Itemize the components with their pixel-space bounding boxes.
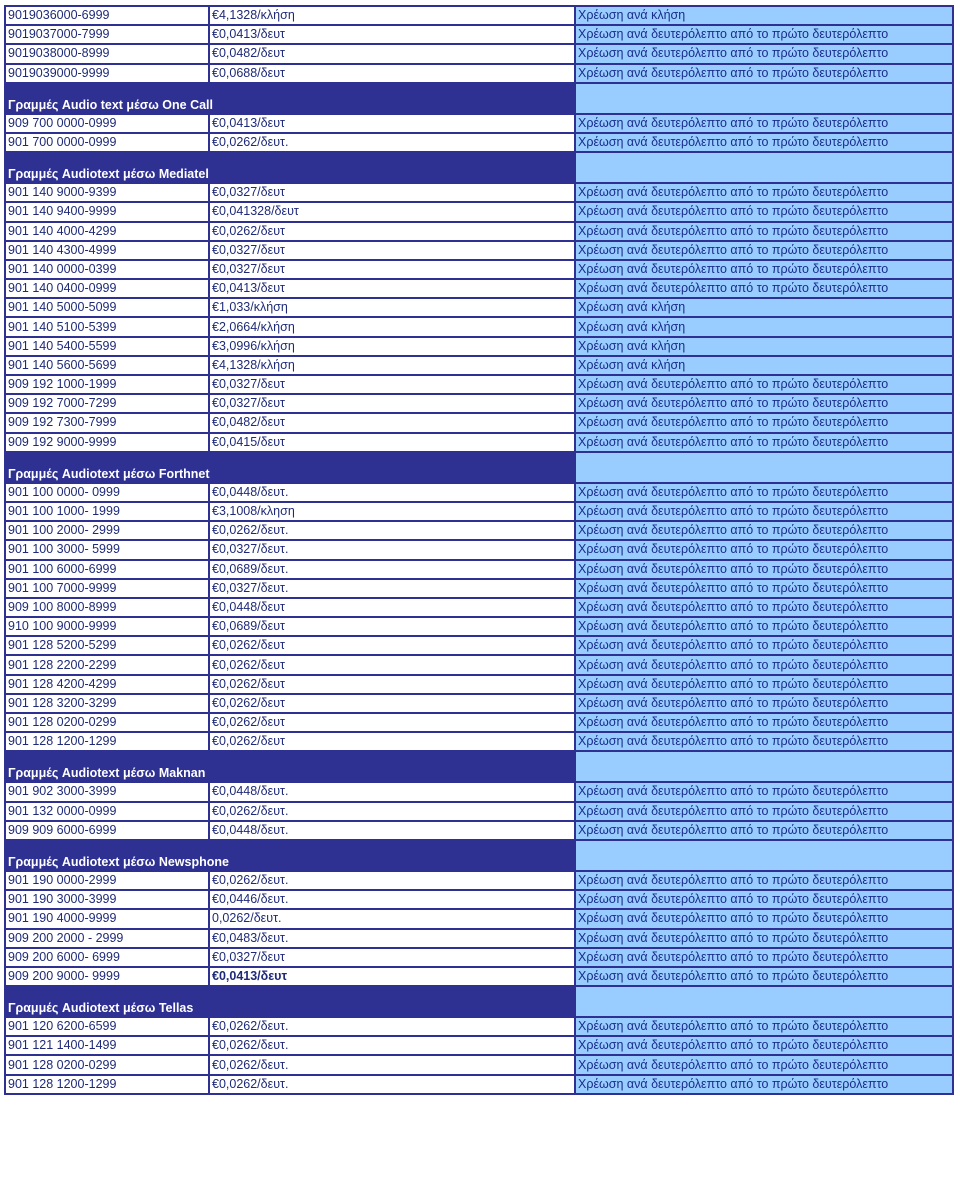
- price-cell: €0,0262/δευτ: [209, 713, 575, 732]
- price-cell: €0,0327/δευτ: [209, 241, 575, 260]
- price-cell: €0,0262/δευτ: [209, 732, 575, 751]
- section-header-row: [5, 751, 953, 782]
- number-range-cell: 901 128 5200-5299: [5, 636, 209, 655]
- number-range-cell: 901 140 5100-5399: [5, 317, 209, 336]
- price-cell: €0,0262/δευτ.: [209, 521, 575, 540]
- section-header-filler: [575, 751, 953, 782]
- section-title: Γραμμές Audiotext μέσω Maknan: [5, 751, 575, 782]
- table-row: [5, 44, 953, 63]
- charge-type-cell: Χρέωση ανά κλήση: [575, 317, 953, 336]
- number-range-cell: 901 121 1400-1499: [5, 1036, 209, 1055]
- charge-type-cell: Χρέωση ανά δευτερόλεπτο από το πρώτο δευτερόλεπτο: [575, 1055, 953, 1074]
- table-row: [5, 579, 953, 598]
- table-row: [5, 279, 953, 298]
- number-range-cell: 901 120 6200-6599: [5, 1017, 209, 1036]
- number-range-cell: 901 140 0000-0399: [5, 260, 209, 279]
- price-cell: €0,0262/δευτ.: [209, 133, 575, 152]
- charge-type-cell: Χρέωση ανά δευτερόλεπτο από το πρώτο δευτερόλεπτο: [575, 636, 953, 655]
- price-cell: €0,0262/δευτ.: [209, 1075, 575, 1094]
- charge-type-cell: Χρέωση ανά δευτερόλεπτο από το πρώτο δευτερόλεπτο: [575, 114, 953, 133]
- price-cell: €0,0262/δευτ: [209, 675, 575, 694]
- number-range-cell: 901 128 1200-1299: [5, 732, 209, 751]
- section-header-filler: [575, 83, 953, 114]
- price-cell: €0,0483/δευτ.: [209, 929, 575, 948]
- table-row: [5, 337, 953, 356]
- charge-type-cell: Χρέωση ανά δευτερόλεπτο από το πρώτο δευτερόλεπτο: [575, 598, 953, 617]
- number-range-cell: 901 100 1000- 1999: [5, 502, 209, 521]
- charge-type-cell: Χρέωση ανά δευτερόλεπτο από το πρώτο δευτερόλεπτο: [575, 782, 953, 801]
- number-range-cell: 901 190 4000-9999: [5, 909, 209, 928]
- number-range-cell: 901 140 5600-5699: [5, 356, 209, 375]
- price-cell: €0,0413/δευτ: [209, 279, 575, 298]
- charge-type-cell: Χρέωση ανά κλήση: [575, 356, 953, 375]
- rates-table: [4, 5, 954, 1095]
- number-range-cell: 909 100 8000-8999: [5, 598, 209, 617]
- table-row: [5, 802, 953, 821]
- price-cell: €3,1008/κληση: [209, 502, 575, 521]
- price-cell: €0,0327/δευτ: [209, 183, 575, 202]
- table-row: [5, 713, 953, 732]
- price-cell: €0,0262/δευτ.: [209, 871, 575, 890]
- number-range-cell: 901 190 3000-3999: [5, 890, 209, 909]
- table-row: [5, 617, 953, 636]
- number-range-cell: 909 200 6000- 6999: [5, 948, 209, 967]
- table-row: [5, 560, 953, 579]
- price-cell: €0,0482/δευτ: [209, 44, 575, 63]
- charge-type-cell: Χρέωση ανά δευτερόλεπτο από το πρώτο δευτερόλεπτο: [575, 183, 953, 202]
- section-title: Γραμμές Audio text μέσω One Call: [5, 83, 575, 114]
- price-cell: €0,0327/δευτ.: [209, 579, 575, 598]
- charge-type-cell: Χρέωση ανά δευτερόλεπτο από το πρώτο δευτερόλεπτο: [575, 821, 953, 840]
- number-range-cell: 901 100 6000-6999: [5, 560, 209, 579]
- table-row: [5, 694, 953, 713]
- table-row: [5, 598, 953, 617]
- number-range-cell: 901 100 7000-9999: [5, 579, 209, 598]
- table-row: [5, 241, 953, 260]
- price-cell: €4,1328/κλήση: [209, 6, 575, 25]
- table-row: [5, 821, 953, 840]
- price-cell: €0,0689/δευτ: [209, 617, 575, 636]
- number-range-cell: 9019037000-7999: [5, 25, 209, 44]
- document-page: [4, 5, 954, 1095]
- price-cell: €0,0415/δευτ: [209, 433, 575, 452]
- charge-type-cell: Χρέωση ανά δευτερόλεπτο από το πρώτο δευτερόλεπτο: [575, 909, 953, 928]
- charge-type-cell: Χρέωση ανά δευτερόλεπτο από το πρώτο δευτερόλεπτο: [575, 617, 953, 636]
- section-title: Γραμμές Audiotext μέσω Tellas: [5, 986, 575, 1017]
- table-row: [5, 636, 953, 655]
- table-row: [5, 183, 953, 202]
- price-cell: €0,0482/δευτ: [209, 413, 575, 432]
- table-row: [5, 6, 953, 25]
- number-range-cell: 901 128 0200-0299: [5, 1055, 209, 1074]
- price-cell: €0,0688/δευτ: [209, 64, 575, 83]
- charge-type-cell: Χρέωση ανά δευτερόλεπτο από το πρώτο δευτερόλεπτο: [575, 540, 953, 559]
- table-row: [5, 782, 953, 801]
- charge-type-cell: Χρέωση ανά κλήση: [575, 337, 953, 356]
- number-range-cell: 909 909 6000-6999: [5, 821, 209, 840]
- table-row: [5, 202, 953, 221]
- charge-type-cell: Χρέωση ανά δευτερόλεπτο από το πρώτο δευτερόλεπτο: [575, 483, 953, 502]
- charge-type-cell: Χρέωση ανά δευτερόλεπτο από το πρώτο δευτερόλεπτο: [575, 929, 953, 948]
- number-range-cell: 901 100 2000- 2999: [5, 521, 209, 540]
- charge-type-cell: Χρέωση ανά δευτερόλεπτο από το πρώτο δευτερόλεπτο: [575, 1036, 953, 1055]
- table-row: [5, 433, 953, 452]
- price-cell: €0,041328/δευτ: [209, 202, 575, 221]
- charge-type-cell: Χρέωση ανά δευτερόλεπτο από το πρώτο δευτερόλεπτο: [575, 802, 953, 821]
- charge-type-cell: Χρέωση ανά δευτερόλεπτο από το πρώτο δευτερόλεπτο: [575, 579, 953, 598]
- price-cell: €0,0262/δευτ: [209, 636, 575, 655]
- price-cell: €0,0448/δευτ.: [209, 782, 575, 801]
- number-range-cell: 909 192 7300-7999: [5, 413, 209, 432]
- charge-type-cell: Χρέωση ανά δευτερόλεπτο από το πρώτο δευτερόλεπτο: [575, 25, 953, 44]
- number-range-cell: 901 700 0000-0999: [5, 133, 209, 152]
- charge-type-cell: Χρέωση ανά δευτερόλεπτο από το πρώτο δευτερόλεπτο: [575, 560, 953, 579]
- table-row: [5, 675, 953, 694]
- number-range-cell: 901 902 3000-3999: [5, 782, 209, 801]
- charge-type-cell: Χρέωση ανά κλήση: [575, 6, 953, 25]
- section-header-filler: [575, 152, 953, 183]
- number-range-cell: 9019038000-8999: [5, 44, 209, 63]
- price-cell: €0,0262/δευτ.: [209, 1017, 575, 1036]
- table-row: [5, 502, 953, 521]
- section-title: Γραμμές Audiotext μέσω Forthnet: [5, 452, 575, 483]
- charge-type-cell: Χρέωση ανά δευτερόλεπτο από το πρώτο δευτερόλεπτο: [575, 279, 953, 298]
- price-cell: €4,1328/κλήση: [209, 356, 575, 375]
- table-row: [5, 413, 953, 432]
- section-header-row: [5, 152, 953, 183]
- charge-type-cell: Χρέωση ανά δευτερόλεπτο από το πρώτο δευτερόλεπτο: [575, 948, 953, 967]
- table-row: [5, 356, 953, 375]
- section-header-filler: [575, 840, 953, 871]
- number-range-cell: 901 100 3000- 5999: [5, 540, 209, 559]
- charge-type-cell: Χρέωση ανά δευτερόλεπτο από το πρώτο δευτερόλεπτο: [575, 694, 953, 713]
- table-row: [5, 1055, 953, 1074]
- number-range-cell: 909 192 1000-1999: [5, 375, 209, 394]
- table-row: [5, 1017, 953, 1036]
- table-row: [5, 317, 953, 336]
- charge-type-cell: Χρέωση ανά δευτερόλεπτο από το πρώτο δευτερόλεπτο: [575, 1017, 953, 1036]
- table-row: [5, 114, 953, 133]
- number-range-cell: 901 140 4300-4999: [5, 241, 209, 260]
- section-header-filler: [575, 452, 953, 483]
- price-cell: €0,0327/δευτ: [209, 948, 575, 967]
- price-cell: €0,0262/δευτ.: [209, 1036, 575, 1055]
- charge-type-cell: Χρέωση ανά δευτερόλεπτο από το πρώτο δευτερόλεπτο: [575, 64, 953, 83]
- price-cell: €0,0327/δευτ.: [209, 540, 575, 559]
- section-title: Γραμμές Audiotext μέσω Newsphone: [5, 840, 575, 871]
- charge-type-cell: Χρέωση ανά δευτερόλεπτο από το πρώτο δευτερόλεπτο: [575, 502, 953, 521]
- number-range-cell: 901 190 0000-2999: [5, 871, 209, 890]
- number-range-cell: 909 700 0000-0999: [5, 114, 209, 133]
- charge-type-cell: Χρέωση ανά δευτερόλεπτο από το πρώτο δευτερόλεπτο: [575, 521, 953, 540]
- charge-type-cell: Χρέωση ανά δευτερόλεπτο από το πρώτο δευτερόλεπτο: [575, 890, 953, 909]
- number-range-cell: 9019039000-9999: [5, 64, 209, 83]
- number-range-cell: 901 140 0400-0999: [5, 279, 209, 298]
- number-range-cell: 901 140 4000-4299: [5, 222, 209, 241]
- price-cell: €0,0689/δευτ.: [209, 560, 575, 579]
- table-row: [5, 298, 953, 317]
- charge-type-cell: Χρέωση ανά δευτερόλεπτο από το πρώτο δευτερόλεπτο: [575, 413, 953, 432]
- section-header-row: [5, 840, 953, 871]
- number-range-cell: 901 140 5000-5099: [5, 298, 209, 317]
- table-row: [5, 1075, 953, 1094]
- price-cell: €0,0262/δευτ.: [209, 802, 575, 821]
- table-row: [5, 1036, 953, 1055]
- table-row: [5, 890, 953, 909]
- price-cell: €0,0448/δευτ.: [209, 821, 575, 840]
- table-row: [5, 133, 953, 152]
- charge-type-cell: Χρέωση ανά δευτερόλεπτο από το πρώτο δευτερόλεπτο: [575, 713, 953, 732]
- table-row: [5, 967, 953, 986]
- number-range-cell: 901 128 3200-3299: [5, 694, 209, 713]
- table-row: [5, 483, 953, 502]
- price-cell: €0,0413/δευτ: [209, 114, 575, 133]
- section-header-row: [5, 986, 953, 1017]
- number-range-cell: 909 200 9000- 9999: [5, 967, 209, 986]
- number-range-cell: 910 100 9000-9999: [5, 617, 209, 636]
- price-cell: €0,0262/δευτ: [209, 655, 575, 674]
- number-range-cell: 901 128 0200-0299: [5, 713, 209, 732]
- charge-type-cell: Χρέωση ανά κλήση: [575, 298, 953, 317]
- number-range-cell: 9019036000-6999: [5, 6, 209, 25]
- table-row: [5, 64, 953, 83]
- charge-type-cell: Χρέωση ανά δευτερόλεπτο από το πρώτο δευτερόλεπτο: [575, 202, 953, 221]
- price-cell: €0,0448/δευτ.: [209, 483, 575, 502]
- table-row: [5, 375, 953, 394]
- table-row: [5, 540, 953, 559]
- price-cell: €1,033/κλήση: [209, 298, 575, 317]
- number-range-cell: 901 128 4200-4299: [5, 675, 209, 694]
- table-row: [5, 25, 953, 44]
- number-range-cell: 909 200 2000 - 2999: [5, 929, 209, 948]
- charge-type-cell: Χρέωση ανά δευτερόλεπτο από το πρώτο δευτερόλεπτο: [575, 871, 953, 890]
- number-range-cell: 901 100 0000- 0999: [5, 483, 209, 502]
- table-row: [5, 871, 953, 890]
- table-row: [5, 948, 953, 967]
- charge-type-cell: Χρέωση ανά δευτερόλεπτο από το πρώτο δευτερόλεπτο: [575, 241, 953, 260]
- number-range-cell: 901 140 9400-9999: [5, 202, 209, 221]
- price-cell: €0,0446/δευτ.: [209, 890, 575, 909]
- price-cell: €3,0996/κλήση: [209, 337, 575, 356]
- number-range-cell: 901 132 0000-0999: [5, 802, 209, 821]
- charge-type-cell: Χρέωση ανά δευτερόλεπτο από το πρώτο δευτερόλεπτο: [575, 967, 953, 986]
- table-row: [5, 394, 953, 413]
- section-header-filler: [575, 986, 953, 1017]
- charge-type-cell: Χρέωση ανά δευτερόλεπτο από το πρώτο δευτερόλεπτο: [575, 133, 953, 152]
- price-cell: €0,0262/δευτ: [209, 222, 575, 241]
- table-row: [5, 732, 953, 751]
- number-range-cell: 901 140 9000-9399: [5, 183, 209, 202]
- charge-type-cell: Χρέωση ανά δευτερόλεπτο από το πρώτο δευτερόλεπτο: [575, 375, 953, 394]
- charge-type-cell: Χρέωση ανά δευτερόλεπτο από το πρώτο δευτερόλεπτο: [575, 1075, 953, 1094]
- charge-type-cell: Χρέωση ανά δευτερόλεπτο από το πρώτο δευτερόλεπτο: [575, 222, 953, 241]
- table-row: [5, 909, 953, 928]
- number-range-cell: 909 192 9000-9999: [5, 433, 209, 452]
- section-header-row: [5, 452, 953, 483]
- table-row: [5, 260, 953, 279]
- charge-type-cell: Χρέωση ανά δευτερόλεπτο από το πρώτο δευτερόλεπτο: [575, 433, 953, 452]
- table-row: [5, 521, 953, 540]
- charge-type-cell: Χρέωση ανά δευτερόλεπτο από το πρώτο δευτερόλεπτο: [575, 394, 953, 413]
- number-range-cell: 901 128 2200-2299: [5, 655, 209, 674]
- price-cell: 0,0262/δευτ.: [209, 909, 575, 928]
- charge-type-cell: Χρέωση ανά δευτερόλεπτο από το πρώτο δευτερόλεπτο: [575, 655, 953, 674]
- price-cell: €0,0413/δευτ: [209, 967, 575, 986]
- table-row: [5, 655, 953, 674]
- price-cell: €0,0413/δευτ: [209, 25, 575, 44]
- charge-type-cell: Χρέωση ανά δευτερόλεπτο από το πρώτο δευτερόλεπτο: [575, 675, 953, 694]
- charge-type-cell: Χρέωση ανά δευτερόλεπτο από το πρώτο δευτερόλεπτο: [575, 260, 953, 279]
- price-cell: €2,0664/κλήση: [209, 317, 575, 336]
- table-row: [5, 929, 953, 948]
- price-cell: €0,0262/δευτ: [209, 694, 575, 713]
- number-range-cell: 909 192 7000-7299: [5, 394, 209, 413]
- price-cell: €0,0327/δευτ: [209, 394, 575, 413]
- price-cell: €0,0327/δευτ: [209, 375, 575, 394]
- section-header-row: [5, 83, 953, 114]
- number-range-cell: 901 128 1200-1299: [5, 1075, 209, 1094]
- rates-table-body: [5, 6, 953, 1094]
- price-cell: €0,0262/δευτ.: [209, 1055, 575, 1074]
- number-range-cell: 901 140 5400-5599: [5, 337, 209, 356]
- price-cell: €0,0448/δευτ: [209, 598, 575, 617]
- charge-type-cell: Χρέωση ανά δευτερόλεπτο από το πρώτο δευτερόλεπτο: [575, 44, 953, 63]
- charge-type-cell: Χρέωση ανά δευτερόλεπτο από το πρώτο δευτερόλεπτο: [575, 732, 953, 751]
- section-title: Γραμμές Audiotext μέσω Mediatel: [5, 152, 575, 183]
- table-row: [5, 222, 953, 241]
- price-cell: €0,0327/δευτ: [209, 260, 575, 279]
